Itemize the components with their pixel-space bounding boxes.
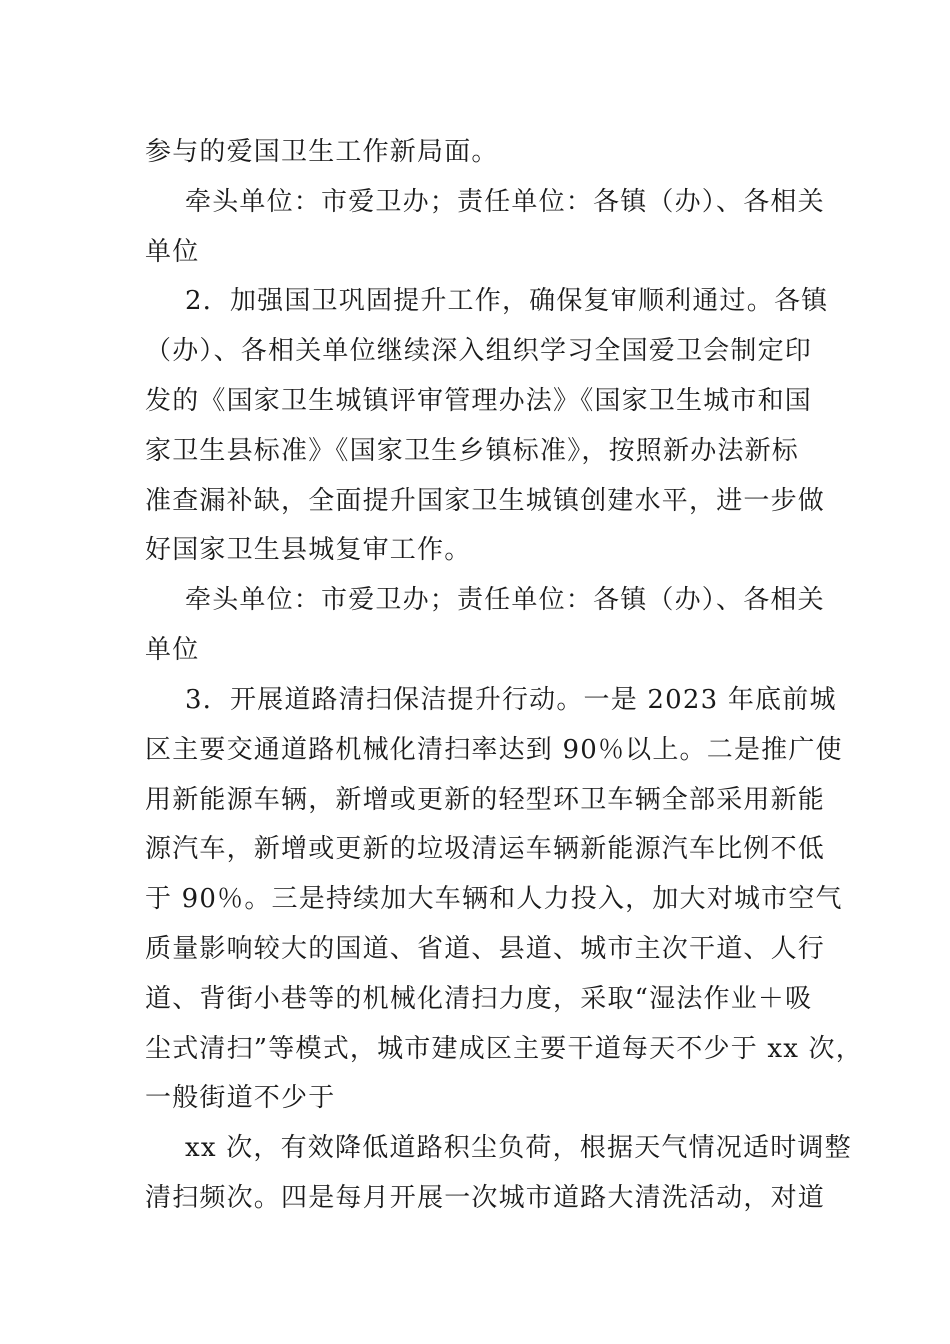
- text-line: （办）、各相关单位继续深入组织学习全国爱卫会制定印: [145, 336, 813, 366]
- text-line: 单位: [145, 635, 200, 665]
- text-line: 单位: [145, 237, 200, 267]
- text-line: 区主要交通道路机械化清扫率达到 90％以上。二是推广使: [145, 735, 843, 765]
- text-line: 道、背街小巷等的机械化清扫力度，采取“湿法作业＋吸: [145, 984, 813, 1014]
- text-line: 3．开展道路清扫保洁提升行动。一是 2023 年底前城: [185, 685, 837, 715]
- text-line: 好国家卫生县城复审工作。: [145, 535, 472, 565]
- text-line: 发的《国家卫生城镇评审管理办法》《国家卫生城市和国: [145, 386, 813, 416]
- text-line: 尘式清扫”等模式，城市建成区主要干道每天不少于 xx 次，: [145, 1034, 863, 1064]
- text-line: 参与的爱国卫生工作新局面。: [145, 137, 499, 167]
- text-line: 牵头单位：市爱卫办；责任单位：各镇（办）、各相关: [185, 585, 825, 615]
- text-line: 牵头单位：市爱卫办；责任单位：各镇（办）、各相关: [185, 187, 825, 217]
- text-line: xx 次，有效降低道路积尘负荷，根据天气情况适时调整: [185, 1133, 852, 1163]
- text-line: 家卫生县标准》《国家卫生乡镇标准》，按照新办法新标: [145, 436, 800, 466]
- text-line: 一般街道不少于: [145, 1083, 336, 1113]
- text-line: 准查漏补缺，全面提升国家卫生城镇创建水平，进一步做: [145, 486, 826, 516]
- text-line: 用新能源车辆，新增或更新的轻型环卫车辆全部采用新能: [145, 785, 826, 815]
- text-line: 清扫频次。四是每月开展一次城市道路大清洗活动，对道: [145, 1183, 826, 1213]
- text-line: 2．加强国卫巩固提升工作，确保复审顺利通过。各镇: [185, 286, 829, 316]
- text-line: 源汽车，新增或更新的垃圾清运车辆新能源汽车比例不低: [145, 834, 826, 864]
- text-line: 于 90％。三是持续加大车辆和人力投入，加大对城市空气: [145, 884, 843, 914]
- text-line: 质量影响较大的国道、省道、县道、城市主次干道、人行: [145, 934, 826, 964]
